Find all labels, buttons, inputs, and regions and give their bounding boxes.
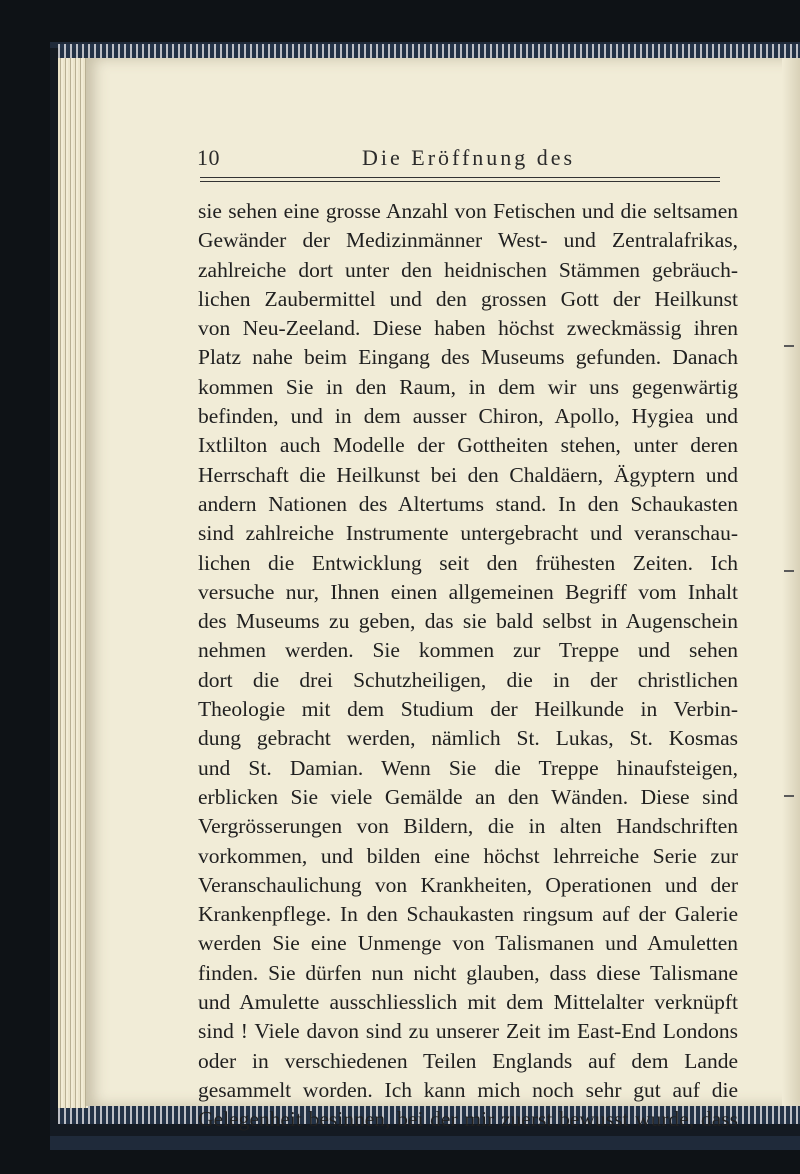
text-line: Gelegenheit besinnen, bei der mir zuerst bewusst wurde, dass <box>198 1107 738 1132</box>
text-line: Krankenpflege. In den Schaukasten ringsum auf der Galerie <box>198 902 738 927</box>
text-line: Theologie mit dem Studium der Heilkunde in Verbin- <box>198 697 738 722</box>
margin-mark <box>784 345 794 347</box>
running-title: Die Eröffnung des <box>362 145 576 170</box>
page-number: 10 <box>197 145 220 170</box>
text-line: finden. Sie dürfen nun nicht glauben, dass diese Talismane <box>198 960 738 985</box>
header-rule <box>200 181 720 182</box>
running-header <box>197 145 737 175</box>
text-line: lichen die Entwicklung seit den frühesten Zeiten. Ich <box>198 550 738 575</box>
text-line: lichen Zaubermittel und den grossen Gott der Heilkunst <box>198 286 738 311</box>
page-right-margin <box>782 58 800 1106</box>
text-line: Vergrösserungen von Bildern, die in alten Handschriften <box>198 814 738 839</box>
margin-mark <box>784 570 794 572</box>
text-line: gesammelt worden. Ich kann mich noch sehr gut auf die <box>198 1077 738 1102</box>
text-line: und Amulette ausschliesslich mit dem Mittelalter verknüpft <box>198 990 738 1015</box>
text-line: Veranschaulichung von Krankheiten, Operationen und der <box>198 872 738 897</box>
text-line: andern Nationen des Altertums stand. In den Schaukasten <box>198 491 738 516</box>
text-line: Gewänder der Medizinmänner West- und Zentralafrikas, <box>198 228 738 253</box>
text-line: nehmen werden. Sie kommen zur Treppe und sehen <box>198 638 738 663</box>
text-line: Ixtlilton auch Modelle der Gottheiten stehen, unter deren <box>198 433 738 458</box>
text-line: Platz nahe beim Eingang des Museums gefunden. Danach <box>198 345 738 370</box>
text-line: sie sehen eine grosse Anzahl von Fetischen und die seltsamen <box>198 199 738 223</box>
text-line: dung gebracht werden, nämlich St. Lukas, St. Kosmas <box>198 726 738 751</box>
text-line: vorkommen, und bilden eine höchst lehrreiche Serie zur <box>198 843 738 868</box>
binding-top-edge <box>58 44 800 58</box>
text-line: und St. Damian. Wenn Sie die Treppe hinaufsteigen, <box>198 755 738 780</box>
body-text <box>198 197 738 1135</box>
text-line: von Neu-Zeeland. Diese haben höchst zweckmässig ihren <box>198 316 738 341</box>
header-rule <box>200 177 720 178</box>
text-line: befinden, und in dem ausser Chiron, Apollo, Hygiea und <box>198 404 738 429</box>
text-line: sind ! Viele davon sind zu unserer Zeit im East-End Londons <box>198 1019 738 1044</box>
text-line: dort die drei Schutzheiligen, die in der christlichen <box>198 667 738 692</box>
text-line: kommen Sie in den Raum, in dem wir uns gegenwärtig <box>198 374 738 399</box>
text-line: werden Sie eine Unmenge von Talismanen und Amuletten <box>198 931 738 956</box>
page-edges <box>58 58 88 1108</box>
text-line: zahlreiche dort unter den heidnischen Stämmen gebräuch- <box>198 257 738 282</box>
text-line: des Museums zu geben, das sie bald selbst in Augenschein <box>198 609 738 634</box>
text-line: versuche nur, Ihnen einen allgemeinen Begriff vom Inhalt <box>198 579 738 604</box>
text-line: sind zahlreiche Instrumente untergebracht und veranschau- <box>198 521 738 546</box>
text-line: oder in verschiedenen Teilen Englands auf dem Lande <box>198 1048 738 1073</box>
margin-mark <box>784 795 794 797</box>
text-line: erblicken Sie viele Gemälde an den Wänden. Diese sind <box>198 784 738 809</box>
text-line: Herrschaft die Heilkunst bei den Chaldäern, Ägyptern und <box>198 462 738 487</box>
